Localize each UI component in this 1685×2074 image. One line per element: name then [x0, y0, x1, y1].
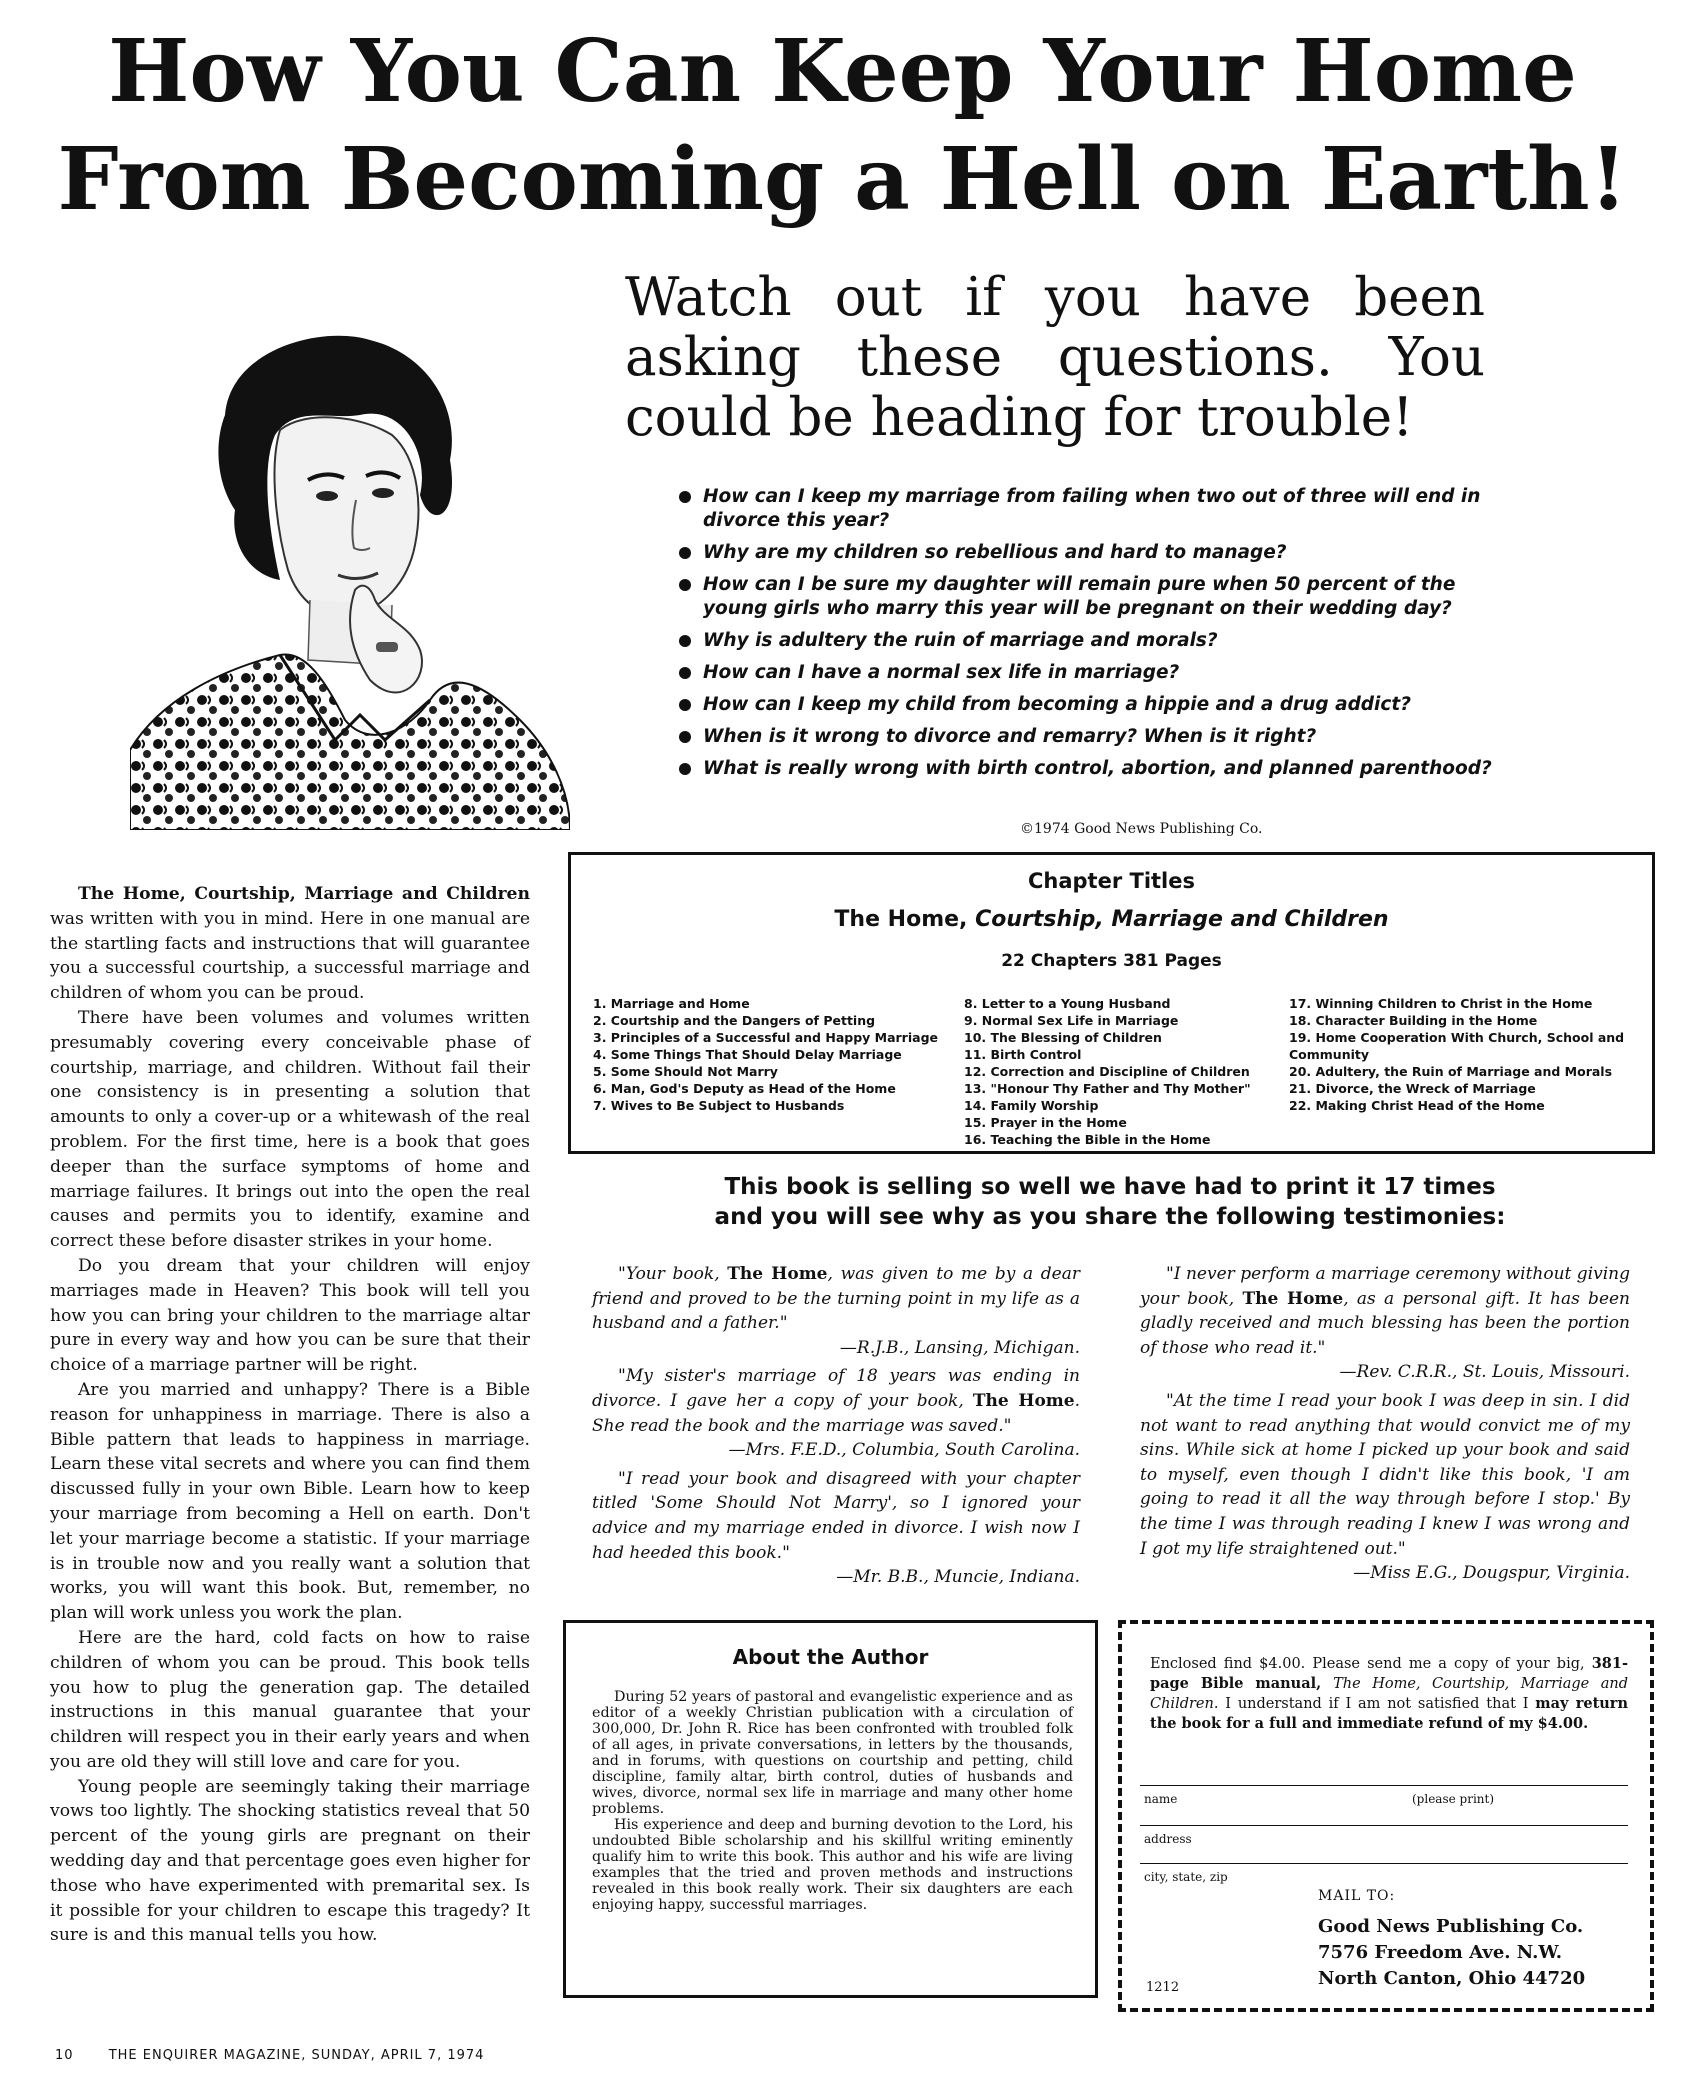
city-state-zip-label: city, state, zip	[1144, 1870, 1228, 1884]
coupon-code: 1212	[1146, 1980, 1180, 1995]
chapter-item: 12. Correction and Discipline of Children	[964, 1064, 1250, 1079]
testimony: "At the time I read your book I was deep in sin. I did not want to read anything that would convict me of my sins. While sick at home I picked up your book and said to myself, even though I didn't like this book, 'I am going to read it all the way through before I stop.' By the time I was through reading I knew I was wrong and I got my life straightened out."	[1140, 1390, 1630, 1559]
chapter-item: 4. Some Things That Should Delay Marriage	[593, 1047, 902, 1062]
chapter-item: 6. Man, God's Deputy as Head of the Home	[593, 1081, 896, 1096]
address-line-top	[1140, 1824, 1628, 1826]
chapter-item: 11. Birth Control	[964, 1047, 1082, 1062]
mailing-address: Good News Publishing Co. 7576 Freedom Ave. N.W. North Canton, Ohio 44720	[1318, 1916, 1586, 1989]
chapter-column-2	[964, 995, 1294, 1148]
chapter-box-counts: 22 Chapters 381 Pages	[1001, 951, 1222, 971]
chapter-item: 16. Teaching the Bible in the Home	[964, 1132, 1211, 1147]
copyright-notice: ©1974 Good News Publishing Co.	[1020, 821, 1263, 837]
page-number: 10	[55, 2048, 74, 2063]
chapter-item: 14. Family Worship	[964, 1098, 1099, 1113]
publication-line: THE ENQUIRER MAGAZINE, SUNDAY, APRIL 7, 1974	[108, 2048, 485, 2063]
mail-to-label: MAIL TO:	[1318, 1888, 1396, 1904]
chapter-item: 21. Divorce, the Wreck of Marriage	[1289, 1081, 1536, 1096]
question-item: Why is adultery the ruin of marriage and morals?	[675, 629, 1495, 653]
headline-line-1: How You Can Keep Your Home	[108, 21, 1577, 122]
about-author-body	[592, 1689, 1073, 1913]
chapter-item: 20. Adultery, the Ruin of Marriage and Morals	[1289, 1064, 1613, 1079]
page-footer	[55, 2048, 484, 2063]
chapter-item: 15. Prayer in the Home	[964, 1115, 1127, 1130]
headline	[30, 18, 1655, 234]
chapter-item: 5. Some Should Not Marry	[593, 1064, 778, 1079]
question-item: How can I have a normal sex life in marriage?	[675, 661, 1495, 685]
chapter-item: 13. "Honour Thy Father and Thy Mother"	[964, 1081, 1251, 1096]
body-paragraph: The Home, Courtship, Marriage and Children was written with you in mind. Here in one manual are the startling facts and instructions that will guarantee you a successful courtship, a successful marriage and children of whom you can be proud.	[50, 884, 530, 1004]
address-label: address	[1144, 1832, 1192, 1846]
testimonies-right	[1140, 1262, 1630, 1590]
testimony: "I read your book and disagreed with your chapter titled 'Some Should Not Marry', so I ignored your advice and my marriage ended in divorce. I wish now I had heeded this book."	[592, 1468, 1080, 1563]
selling-headline: This book is selling so well we have had to print it 17 times and you will see why as you share the following testimonies:	[714, 1174, 1506, 1230]
question-item: How can I keep my marriage from failing when two out of three will end in divorce this year?	[675, 485, 1495, 533]
order-coupon[interactable]	[1118, 1620, 1654, 2012]
author-paragraph: During 52 years of pastoral and evangelistic experience and as editor of a weekly Christian publication with a circulation of 300,000, Dr. John R. Rice has been confronted with troubled folk of all ages, in private conversations, in letters by the thousands, and in forums, with questions on courtship and petting, child discipline, family altar, birth control, duties of husbands and wives, divorce, normal sex life in marriage and many other home problems.	[592, 1689, 1073, 1817]
body-copy	[50, 882, 530, 1948]
body-paragraph: There have been volumes and volumes written presumably covering every conceivable phase of courtship, marriage, and children. Without fail their one consistency is in presenting a solution that amounts to only a cover-up or a whitewash of the real problem. For the first time, here is a book that goes deeper than the surface symptoms of home and marriage failures. It brings out into the open the real causes and permits you to identify, examine and correct these before disaster strikes in your home.	[50, 1007, 530, 1252]
testimony-signature: —Mr. B.B., Muncie, Indiana.	[836, 1567, 1080, 1588]
chapter-column-3	[1289, 995, 1634, 1114]
book-title: The Home, Courtship, Marriage and Children	[78, 884, 530, 904]
testimony-signature: —Miss E.G., Dougspur, Virginia.	[1353, 1563, 1630, 1584]
chapter-item: 17. Winning Children to Christ in the Home	[1289, 996, 1593, 1011]
please-print-label: (please print)	[1412, 1792, 1495, 1806]
question-item: What is really wrong with birth control, abortion, and planned parenthood?	[675, 757, 1495, 781]
chapter-column-1	[593, 995, 938, 1114]
chapter-item: 22. Making Christ Head of the Home	[1289, 1098, 1545, 1113]
chapter-item: 19. Home Cooperation With Church, School and Community	[1289, 1030, 1625, 1062]
body-paragraph: Do you dream that your children will enjoy marriages made in Heaven? This book will tell you how you can bring your children to the marriage altar pure in every way and how you can be sure that their choice of a marriage partner will be right.	[50, 1255, 530, 1376]
about-author-box	[563, 1620, 1098, 1998]
address-line[interactable]	[1140, 1862, 1628, 1864]
question-item: How can I keep my child from becoming a hippie and a drug addict?	[675, 693, 1495, 717]
subheadline: Watch out if you have been asking these questions. You could be heading for trouble!	[625, 267, 1485, 448]
chapter-item: 1. Marriage and Home	[593, 996, 750, 1011]
testimony: "My sister's marriage of 18 years was ending in divorce. I gave her a copy of your book, The Home. She read the book and the marriage was saved."	[592, 1366, 1080, 1436]
chapter-box-book-title: The Home, Courtship, Marriage and Children	[834, 907, 1389, 932]
testimony-signature: —R.J.B., Lansing, Michigan.	[839, 1337, 1080, 1358]
name-line[interactable]	[1140, 1784, 1628, 1786]
testimony: "Your book, The Home, was given to me by a dear friend and proved to be the turning point in my life as a husband and a father."	[592, 1264, 1080, 1334]
chapter-item: 2. Courtship and the Dangers of Petting	[593, 1013, 876, 1028]
testimony-signature: —Rev. C.R.R., St. Louis, Missouri.	[1339, 1362, 1630, 1383]
headline-line-2: From Becoming a Hell on Earth!	[57, 129, 1628, 230]
woman-thinking-photo	[130, 320, 570, 830]
name-label: name	[1144, 1792, 1178, 1806]
body-paragraph: Here are the hard, cold facts on how to raise children of whom you can be proud. This book tells you how to plug the generation gap. The detailed instructions in this manual guarantee that your children will respect you in their early years and when you are old they will still love and care for you.	[50, 1627, 530, 1772]
body-paragraph: Young people are seemingly taking their marriage vows too lightly. The shocking statistics reveal that 50 percent of the young girls are pregnant on their wedding day and that percentage goes even higher for those who have experimented with premarital sex. Is it possible for your children to escape this tragedy? It sure is and this manual tells you how.	[50, 1776, 530, 1946]
chapter-item: 10. The Blessing of Children	[964, 1030, 1162, 1045]
chapter-box-title: Chapter Titles	[1027, 869, 1195, 893]
testimony: "I never perform a marriage ceremony without giving your book, The Home, as a personal gift. It has been gladly received and much blessing has been the portion of those who read it."	[1140, 1264, 1631, 1358]
chapter-titles-box	[568, 852, 1655, 1154]
question-item: When is it wrong to divorce and remarry? When is it right?	[675, 725, 1495, 749]
body-paragraph: Are you married and unhappy? There is a Bible reason for unhappiness in marriage. There is also a Bible pattern that leads to happiness in marriage. Learn these vital secrets and where you can find them discussed fully in your own Bible. Learn how to keep your marriage from becoming a Hell on earth. Don't let your marriage become a statistic. If your marriage is in trouble now and you really want a solution that works, you will want this book. But, remember, no plan will work unless you work the plan.	[50, 1379, 530, 1624]
chapter-item: 8. Letter to a Young Husband	[964, 996, 1171, 1011]
question-item: Why are my children so rebellious and hard to manage?	[675, 541, 1495, 565]
chapter-item: 18. Character Building in the Home	[1289, 1013, 1538, 1028]
chapter-item: 9. Normal Sex Life in Marriage	[964, 1013, 1179, 1028]
author-paragraph: His experience and deep and burning devotion to the Lord, his undoubted Bible scholarship and his skillful writing eminently qualify him to write this book. This author and his wife are living examples that the tried and proven methods and instructions revealed in this book really work. Their six daughters are each enjoying happy, successful marriages.	[592, 1817, 1073, 1913]
chapter-item: 7. Wives to Be Subject to Husbands	[593, 1098, 845, 1113]
question-item: How can I be sure my daughter will remain pure when 50 percent of the young girls who marry this year will be pregnant on their wedding day?	[675, 573, 1495, 621]
chapter-item: 3. Principles of a Successful and Happy Marriage	[593, 1030, 938, 1045]
questions-list	[675, 485, 1495, 789]
about-author-title: About the Author	[732, 1645, 929, 1669]
testimony-signature: —Mrs. F.E.D., Columbia, South Carolina.	[728, 1440, 1080, 1461]
coupon-text: Enclosed find $4.00. Please send me a copy of your big, 381-page Bible manual, The Home, Courtship, Marriage and Children. I understand if I am not satisfied that I may return the book for a full and immediate refund of my $4.00.	[1150, 1655, 1629, 1732]
testimonies-left	[592, 1262, 1080, 1594]
